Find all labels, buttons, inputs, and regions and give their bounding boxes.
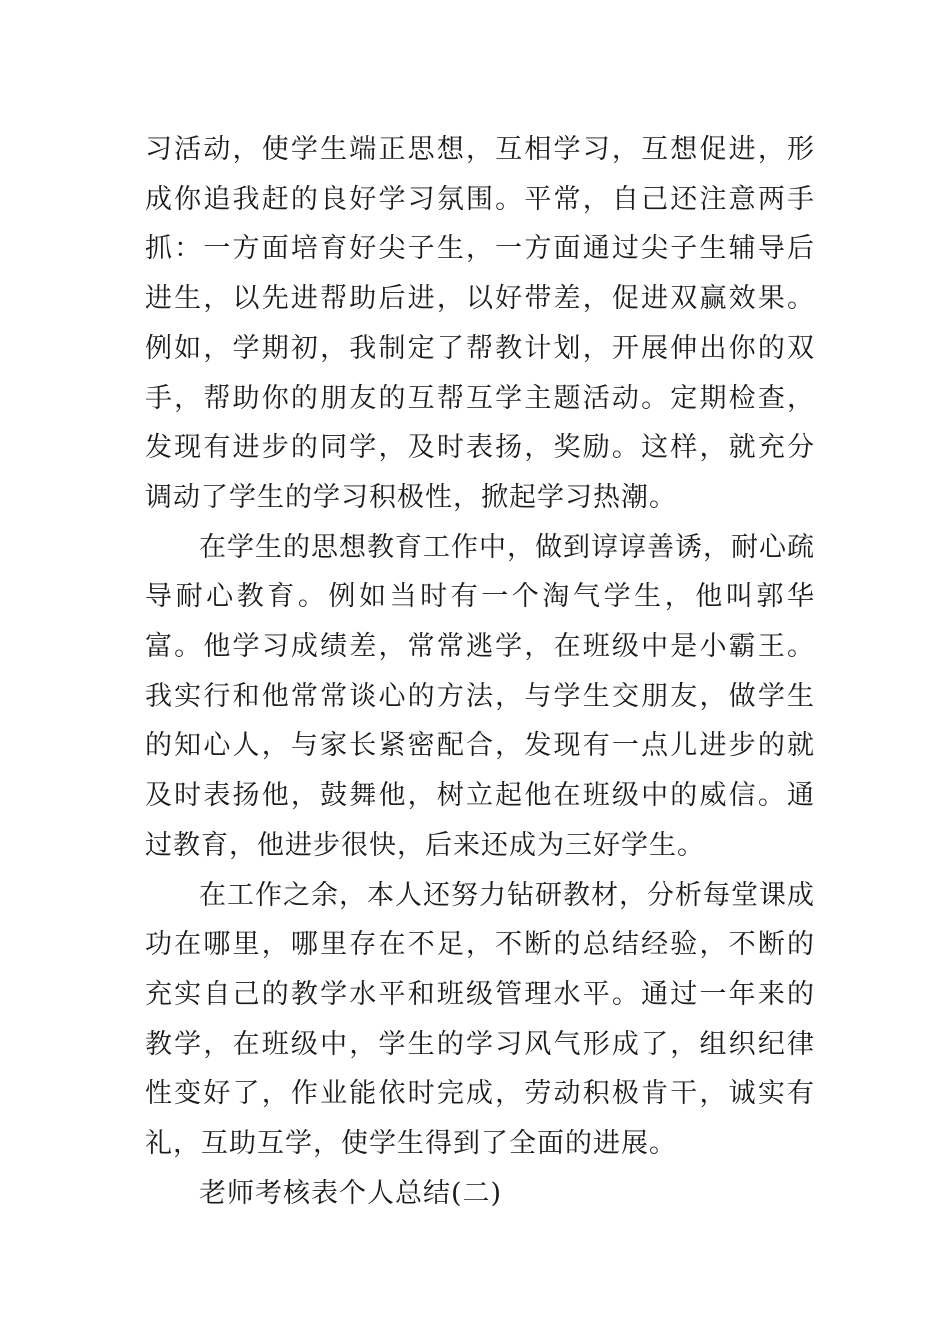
paragraph-continuation: 习活动，使学生端正思想，互相学习，互想促进，形成你追我赶的良好学习氛围。平常，自己还注意两手抓：一方面培育好尖子生，一方面通过尖子生辅导后进生，以先进帮助后进，以好带差，促进双赢效果。例如，学期初，我制定了帮教计划，开展伸出你的双手，帮助你的朋友的互帮互学主题活动。定期检查，发现有进步的同学，及时表扬，奖励。这样，就充分调动了学生的学习积极性，掀起学习热潮。 <box>145 134 815 513</box>
document-body <box>145 125 815 1218</box>
paragraph-thought-education: 在学生的思想教育工作中，做到谆谆善诱，耐心疏导耐心教育。例如当时有一个淘气学生，他叫郭华富。他学习成绩差，常常逃学，在班级中是小霸王。我实行和他常常谈心的方法，与学生交朋友，做学生的知心人，与家长紧密配合，发现有一点儿进步的就及时表扬他，鼓舞他，树立起他在班级中的威信。通过教育，他进步很快，后来还成为三好学生。 <box>145 531 815 861</box>
paragraph-self-study: 在工作之余，本人还努力钻研教材，分析每堂课成功在哪里，哪里存在不足，不断的总结经验，不断的充实自己的教学水平和班级管理水平。通过一年来的教学，在班级中，学生的学习风气形成了，组织纪律性变好了，作业能依时完成，劳动积极肯干，诚实有礼，互助互学，使学生得到了全面的进展。 <box>145 879 815 1160</box>
section-heading: 老师考核表个人总结(二) <box>199 1177 503 1209</box>
